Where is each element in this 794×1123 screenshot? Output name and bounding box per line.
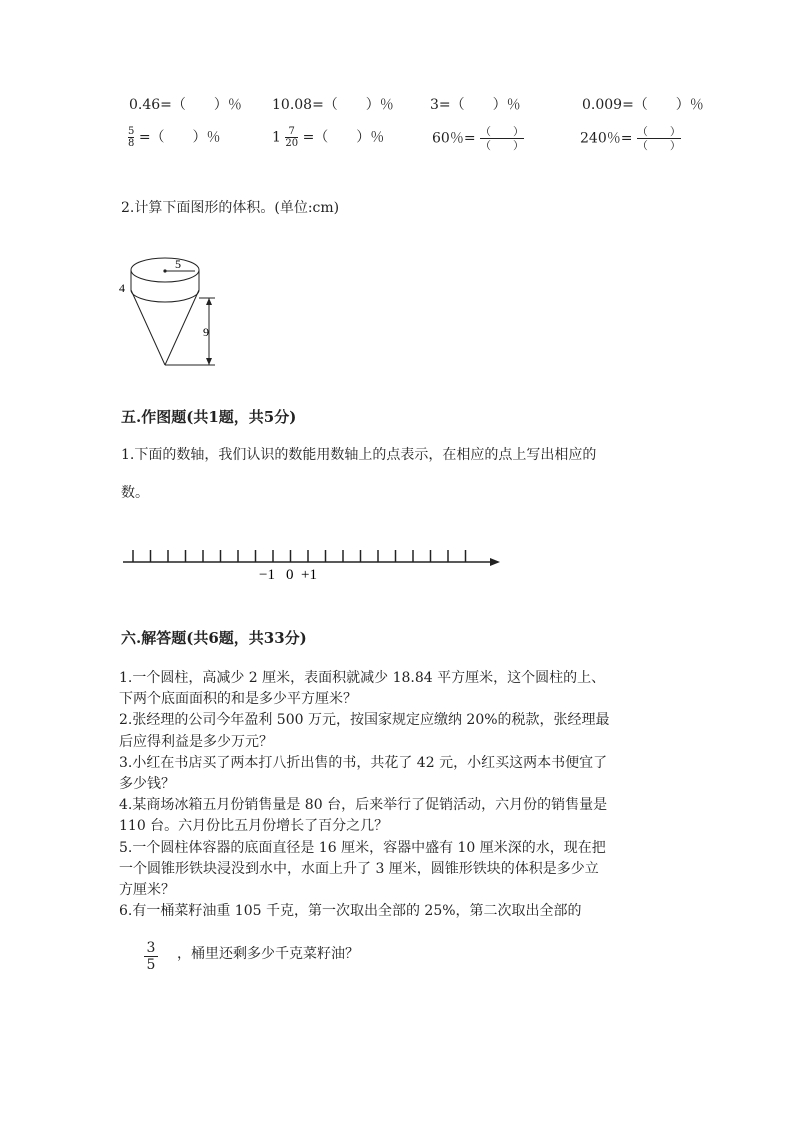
fraction-5-8: $\frac{5}{8}$	[128, 126, 135, 149]
question-line: 6.有一桶菜籽油重 105 千克，第一次取出全部的 25%，第二次取出全部的	[119, 903, 582, 920]
conversion-240-percent: 240％= （ ） （ ）	[580, 125, 681, 152]
cone-left-edge	[131, 290, 165, 365]
axis-label-plus-one: +1	[301, 567, 317, 583]
blank-fraction: （ ） （ ）	[480, 125, 524, 152]
fraction-3-5: $\frac{3}{5}$	[144, 940, 158, 973]
height-label: 4	[119, 281, 125, 295]
question-line: 5.一个圆柱体容器的底面直径是 16 厘米，容器中盛有 10 厘米深的水，现在把	[119, 839, 606, 856]
section5-heading: 五.作图题(共1题，共5分)	[121, 408, 297, 426]
section6-questions	[119, 668, 610, 922]
blank-fraction: （ ） （ ）	[636, 125, 681, 152]
arrow-head-icon	[490, 558, 500, 566]
section5-q1-line1: 1.下面的数轴，我们认识的数能用数轴上的点表示，在相应的点上写出相应的	[121, 447, 597, 463]
question-line: 后应得利益是多少万元？	[119, 733, 273, 750]
fraction-7-20: $\frac{7}{20}$	[285, 126, 299, 149]
conversion-1-7-20: 1 $\frac{7}{20}$ =（ ）％	[272, 126, 385, 149]
question-line: 4.某商场冰箱五月份销售量是 80 台，后来举行了促销活动，六月份的销售量是	[119, 797, 608, 814]
conversion-0-009: 0.009=（ ）％	[582, 97, 704, 113]
question-line: 1.一个圆柱，高减少 2 厘米，表面积就减少 18.84 平方厘米，这个圆柱的上、	[119, 670, 606, 686]
axis-label-zero: 0	[286, 567, 294, 583]
cylinder-cone-figure	[115, 245, 225, 375]
section5-q1-line2: 数。	[121, 485, 149, 501]
question-line: 3.小红在书店买了两本打八折出售的书，共花了 42 元，小红买这两本书便宜了	[119, 754, 608, 771]
question-line: 一个圆锥形铁块浸没到水中，水面上升了 3 厘米，圆锥形铁块的体积是多少立	[119, 860, 599, 877]
question-line: 2.张经理的公司今年盈利 500 万元，按国家规定应缴纳 20%的税款，张经理最	[119, 712, 610, 729]
cone-height-label: 9	[203, 325, 209, 339]
conversion-5-8: $\frac{5}{8}$ =（ ）％	[128, 126, 221, 149]
axis-label-minus-one: −1	[259, 567, 275, 583]
question-line: 多少钱？	[119, 776, 175, 793]
conversion-10-08: 10.08=（ ）％	[272, 97, 394, 113]
number-line	[120, 540, 510, 585]
conversion-3: 3=（ ）％	[430, 97, 521, 113]
conversion-0-46: 0.46=（ ）％	[129, 97, 242, 113]
question-line: 110 台。六月份比五月份增长了百分之几？	[119, 818, 389, 835]
conversion-60-percent: 60％= （ ） （ ）	[432, 125, 524, 152]
q6-tail-text: ，桶里还剩多少千克菜籽油？	[177, 946, 359, 962]
q2-text: 2.计算下面图形的体积。(单位:cm)	[121, 200, 340, 216]
cone-right-edge	[165, 290, 199, 365]
question-line: 方厘米？	[119, 882, 175, 899]
radius-label: 5	[175, 257, 181, 271]
section6-heading: 六.解答题(共6题，共33分)	[121, 629, 307, 647]
question-line: 下两个底面面积的和是多少平方厘米？	[119, 691, 357, 708]
